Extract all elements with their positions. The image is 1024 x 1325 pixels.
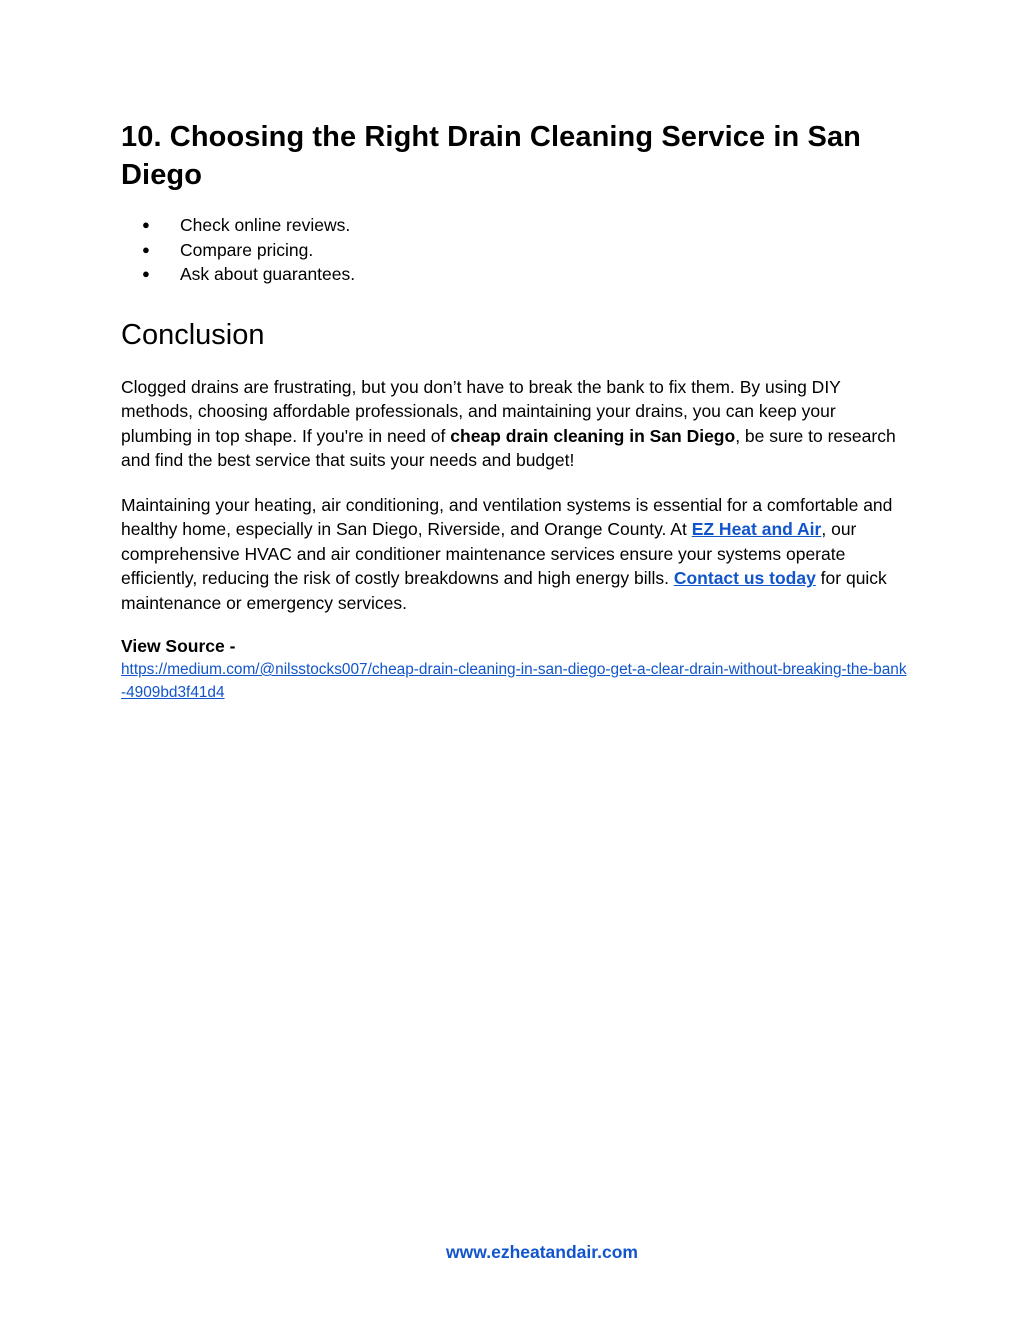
section-heading: 10. Choosing the Right Drain Cleaning Service in San Diego (121, 121, 861, 191)
list-item (121, 262, 821, 287)
source-url-link[interactable]: https://medium.com/@nilsstocks007/cheap-drain-cleaning-in-san-diego-get-a-clear-drain-without-breaking-the-bank-4909bd3f41d4 (121, 661, 907, 701)
bullet-icon: ● (142, 217, 150, 232)
bullet-icon: ● (142, 241, 150, 257)
view-source (121, 635, 911, 704)
list-item-text: Ask about guarantees. (180, 264, 356, 284)
bullet-icon: ● (142, 266, 150, 281)
view-source-label: View Source - (121, 636, 236, 656)
conclusion-paragraph (121, 375, 911, 473)
bullet-list (121, 213, 821, 287)
paragraph-text: Clogged drains are frustrating, but you don’t have to break the bank to fix them. By using DIY methods, choosing affordable professionals, and maintaining your drains, you can keep your plumbing in top shape. If you're in need of (121, 377, 841, 446)
list-item (121, 238, 821, 263)
list-item-text: Compare pricing. (180, 239, 314, 260)
paragraph-text: , be sure to research and find the best service that suits your needs and budget! (121, 425, 896, 471)
list-item-text: Check online reviews. (180, 215, 351, 235)
ez-heat-and-air-link[interactable]: EZ Heat and Air (691, 519, 822, 540)
list-item (121, 213, 821, 238)
footer-website[interactable]: www.ezheatandair.com (446, 1242, 638, 1262)
contact-us-link[interactable]: Contact us today (673, 568, 816, 589)
paragraph-text: , our comprehensive HVAC and air conditioner maintenance services ensure your systems operate efficiently, reducing the risk of costly breakdowns and high energy bills. (121, 519, 857, 589)
bold-keyword: cheap drain cleaning in San Diego (450, 425, 736, 446)
paragraph-text: for quick maintenance or emergency services. (121, 568, 887, 613)
conclusion-heading: Conclusion (121, 319, 265, 351)
paragraph-text: Maintaining your heating, air conditioning, and ventilation systems is essential for a comfortable and healthy home, especially in San Diego, Riverside, and Orange County. At (121, 495, 893, 540)
hvac-paragraph (121, 493, 911, 615)
